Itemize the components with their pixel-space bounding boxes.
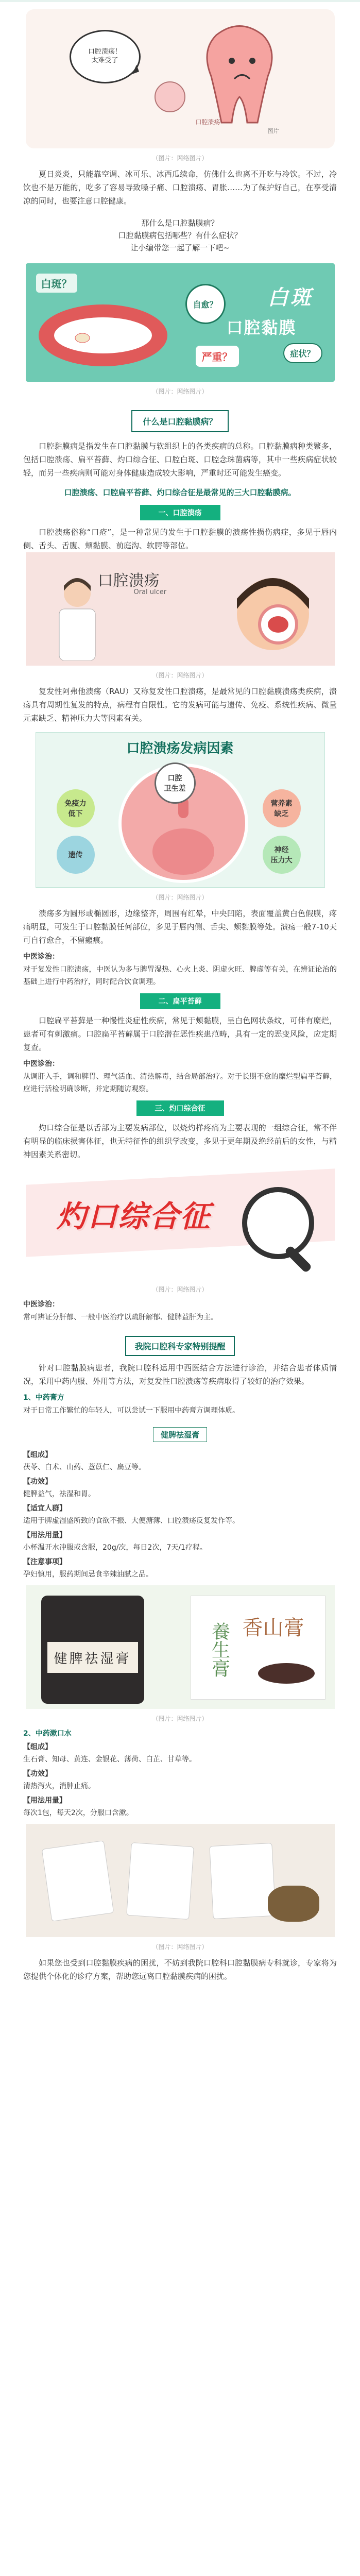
tooth-character-illustration — [196, 20, 283, 128]
mouthwash-bag-2 — [126, 1842, 194, 1920]
info-use — [23, 1530, 337, 1553]
info-comp — [23, 1449, 337, 1473]
paste-caption: （图片：网络图片） — [152, 1715, 208, 1722]
ulcer-paragraph-1: 口腔溃疡俗称“口疮”，是一种常见的发生于口腔黏膜的溃疡性损伤病症，多见于唇内侧、舌头、舌腹、颊黏膜、前庭沟、软腭等部位。 — [23, 528, 337, 550]
label-pain: 口腔溃疡 — [195, 118, 220, 126]
ulcer-tcm-label: 中医诊治： — [23, 953, 59, 961]
tag-burning — [0, 1100, 360, 1116]
hero-illustration — [26, 9, 335, 148]
intro-question-3: 让小编带您一起了解一下吧~ — [130, 243, 230, 252]
paste-product-images — [26, 1585, 335, 1709]
mouthwash-bag-1 — [41, 1840, 114, 1922]
lichen-paragraph: 口腔扁平苔藓是一种慢性炎症性疾病，常见于颊黏膜，呈白色网状条纹，可伴有糜烂，患者可有刺激痛。口腔扁平苔藓属于口腔潜在恶性疾患范畴，具有一定的恶变风险，应定期复查。 — [23, 1016, 337, 1052]
ulcer-illus-title: 口腔溃疡 — [97, 572, 160, 590]
item1-text: 对于日常工作繁忙的年轻人，可以尝试一下服用中药膏方调理体质。 — [23, 1406, 239, 1415]
info-note-label: 【注意事项】 — [23, 1558, 66, 1566]
intro-question-2: 口腔黏膜病包括哪些？有什么症状？ — [118, 231, 242, 240]
item1-title: 1、中药膏方 — [23, 1394, 64, 1402]
factor-genetics: 遗传 — [57, 836, 95, 874]
section2-paragraph: 针对口腔黏膜病患者，我院口腔科运用中西医结合方法进行诊治，并结合患者体质情况，采用中药内服、外用等方法，对复发性口腔溃疡等疾病取得了较好的治疗效果。 — [23, 1363, 337, 1386]
info-comp-value: 茯苓、白术、山药、薏苡仁、扁豆等。 — [23, 1463, 146, 1471]
banner-baiban: 白斑 — [267, 286, 313, 310]
burning-tcm-label: 中医诊治： — [23, 1300, 59, 1309]
paste-card — [191, 1596, 325, 1700]
paste-card-title: 香山膏 — [242, 1616, 304, 1640]
tongue — [152, 828, 214, 875]
ulcer-illustration — [26, 552, 335, 666]
info-use-label: 【用法用量】 — [23, 1531, 66, 1539]
tag-lichen — [0, 993, 360, 1009]
info-eff — [23, 1476, 337, 1500]
hero-caption: （图片：网络图片） — [152, 155, 208, 162]
info-comp2-value: 生石膏、知母、黄连、金银花、薄荷、白芷、甘草等。 — [23, 1755, 196, 1764]
lips-illustration — [36, 299, 170, 371]
paste-jar — [41, 1596, 144, 1704]
burning-big-title: 灼口综合征 — [56, 1199, 211, 1234]
info-use2 — [23, 1795, 337, 1819]
tag-ulcer — [0, 505, 360, 520]
mouthwash-caption: （图片：网络图片） — [152, 1943, 208, 1951]
info-ind-label: 【适宜人群】 — [23, 1504, 66, 1513]
info-ind — [23, 1503, 337, 1527]
item2-title: 2、中药漱口水 — [23, 1730, 72, 1738]
info-comp-label: 【组成】 — [23, 1451, 52, 1459]
ulcer-factors-diagram — [36, 732, 325, 888]
info-note-value: 孕妇慎用，服药期间忌食辛辣油腻之品。 — [23, 1570, 153, 1579]
speech-bubble: 口腔溃疡！ 太难受了 — [70, 30, 141, 83]
ulcer-illus-sub: Oral ulcer — [133, 588, 167, 596]
ulcer-tcm-text: 对于复发性口腔溃疡，中医认为多与脾胃湿热、心火上炎、阴虚火旺、脾虚等有关，在辨证论治的基础上进行中药治疗，同时配合饮食调理。 — [23, 965, 337, 986]
paste-card-vertical: 養生膏 — [209, 1622, 230, 1677]
label-name: 图片 — [267, 128, 279, 134]
info-eff-label: 【功效】 — [23, 1478, 52, 1486]
banner-self-heal-circle: 自愈？ — [185, 284, 226, 324]
intro-questions — [0, 217, 360, 254]
burning-tcm-text: 常可辨证分肝郁、一般中医治疗以疏肝解郁、健脾益肝为主。 — [23, 1313, 218, 1321]
info-use2-label: 【用法用量】 — [23, 1797, 66, 1805]
banner-white-label: 白斑？ — [36, 274, 77, 293]
bottom-spacer — [0, 1983, 360, 2004]
ulcer-paragraph-2: 复发性阿弗他溃疡（RAU）又称复发性口腔溃疡，是最常见的口腔黏膜溃疡类疾病，溃疡具有周期性复发的特点，病程有自限性。它的发病可能与遗传、免疫、系统性疾病、微量元素缺乏、精神压力大等因素有关。 — [23, 687, 337, 723]
lichen-tcm-label: 中医诊治： — [23, 1060, 59, 1068]
top-rule — [0, 0, 360, 2]
ulcer-caption: （图片：网络图片） — [152, 672, 208, 679]
info-eff2 — [23, 1768, 337, 1792]
info-use2-value: 每次1包，每天2次，分服口含漱。 — [23, 1809, 133, 1817]
tag-ulcer-text: 一、口腔溃疡 — [140, 505, 220, 520]
pill-paste-title-text: 健脾祛湿膏 — [153, 1427, 207, 1442]
info-note — [23, 1556, 337, 1580]
herb-pile — [268, 1886, 319, 1922]
lichen-tcm-text: 从调肝入手，调和脾胃、理气活血、清热解毒，结合局部治疗。对于长期不愈的糜烂型扁平苔藓，应进行活检明确诊断，并定期随访观察。 — [23, 1073, 337, 1093]
factor-nutrition: 营养素 缺乏 — [263, 789, 301, 827]
info-eff-value: 健脾益气，祛湿和胃。 — [23, 1490, 95, 1498]
magnifier-icon — [242, 1187, 314, 1259]
intro-paragraph: 夏日炎炎，只能靠空调、冰可乐、冰西瓜续命，仿佛什么也离不开吃与冷饮。不过，冷饮也不是万能的，吃多了容易导致嗓子痛、口腔溃疡、胃胀……为了保护好自己，在享受清凉的同时，也要注意口腔健康。 — [23, 170, 337, 206]
factors-title: 口腔溃疡发病因素 — [126, 741, 234, 756]
sad-face-icon — [155, 81, 185, 112]
burning-caption: （图片：网络图片） — [152, 1286, 208, 1293]
mouthwash-product-images — [26, 1824, 335, 1937]
ulcer-paragraph-3: 溃疡多为圆形或椭圆形，边缘整齐，周围有红晕，中央凹陷，表面覆盖黄白色假膜，疼痛明显，可发生于口腔黏膜任何部位，多见于唇内侧、舌尖、颊黏膜等处。溃疡一般7-10天可自行愈合，不留瘢痕。 — [23, 909, 337, 945]
banner-caption: （图片：网络图片） — [152, 388, 208, 395]
factors-caption: （图片：网络图片） — [152, 894, 208, 901]
mucosa-banner — [26, 263, 335, 382]
section-title-expert-text: 我院口腔科专家特别提醒 — [125, 1336, 234, 1356]
banner-symptom: 症状？ — [283, 343, 322, 363]
girl-illustration — [221, 568, 324, 666]
section1-subhead: 口腔溃疡、口腔扁平苔藓、灼口综合征是最常见的三大口腔黏膜病。 — [64, 488, 296, 497]
factor-stress: 神经 压力大 — [263, 836, 301, 874]
banner-title: 口腔黏膜 — [226, 318, 297, 337]
tag-burning-text: 三、灼口综合征 — [136, 1100, 224, 1116]
info-eff2-value: 清热泻火，消肿止痛。 — [23, 1782, 95, 1790]
section-title-what — [0, 410, 360, 432]
section-title-what-text: 什么是口腔黏膜病？ — [131, 410, 228, 432]
paste-jar-label: 健脾祛湿膏 — [47, 1642, 138, 1673]
tag-lichen-text: 二、扁平苔藓 — [140, 993, 220, 1009]
pill-paste-title — [0, 1427, 360, 1442]
mouthwash-bag-3 — [209, 1843, 276, 1919]
info-eff2-label: 【功效】 — [23, 1770, 52, 1778]
factor-immunity: 免疫力 低下 — [57, 789, 95, 827]
banner-serious: 严重？ — [196, 346, 239, 367]
closing-paragraph: 如果您也受到口腔黏膜疾病的困扰，不妨到我院口腔科口腔黏膜病专科就诊，专家将为您提供个体化的诊疗方案，帮助您远离口腔黏膜疾病的困扰。 — [23, 1958, 337, 1981]
section-title-expert — [0, 1336, 360, 1356]
intro-question-1: 那什么是口腔黏膜病？ — [141, 218, 219, 228]
factor-hygiene: 口腔 卫生差 — [155, 762, 196, 804]
spoon-icon — [258, 1663, 315, 1684]
section1-paragraph: 口腔黏膜病是指发生在口腔黏膜与软组织上的各类疾病的总称。口腔黏膜病种类繁多，包括口腔溃疡、扁平苔藓、灼口综合征、口腔白斑、口腔念珠菌病等，其中一些疾病症状较轻，而另一些疾病则可能对身体健康造成较大影响，严重时还可能发生癌变。 — [23, 442, 337, 478]
burning-paragraph: 灼口综合征是以舌部为主要发病部位，以烧灼样疼痛为主要表现的一组综合征，常不伴有明显的临床损害体征，也无特征性的组织学改变，多见于更年期及绝经前后的女性，与精神因素关系密切。 — [23, 1123, 337, 1159]
burning-syndrome-illustration — [26, 1166, 335, 1280]
info-ind-value: 适用于脾虚湿盛所致的食欲不振、大便溏薄、口腔溃疡反复发作等。 — [23, 1517, 239, 1525]
info-comp2 — [23, 1741, 337, 1765]
info-use-value: 小杯温开水冲服或含服，20g/次，每日2次，7天/1疗程。 — [23, 1544, 207, 1552]
info-comp2-label: 【组成】 — [23, 1743, 52, 1751]
